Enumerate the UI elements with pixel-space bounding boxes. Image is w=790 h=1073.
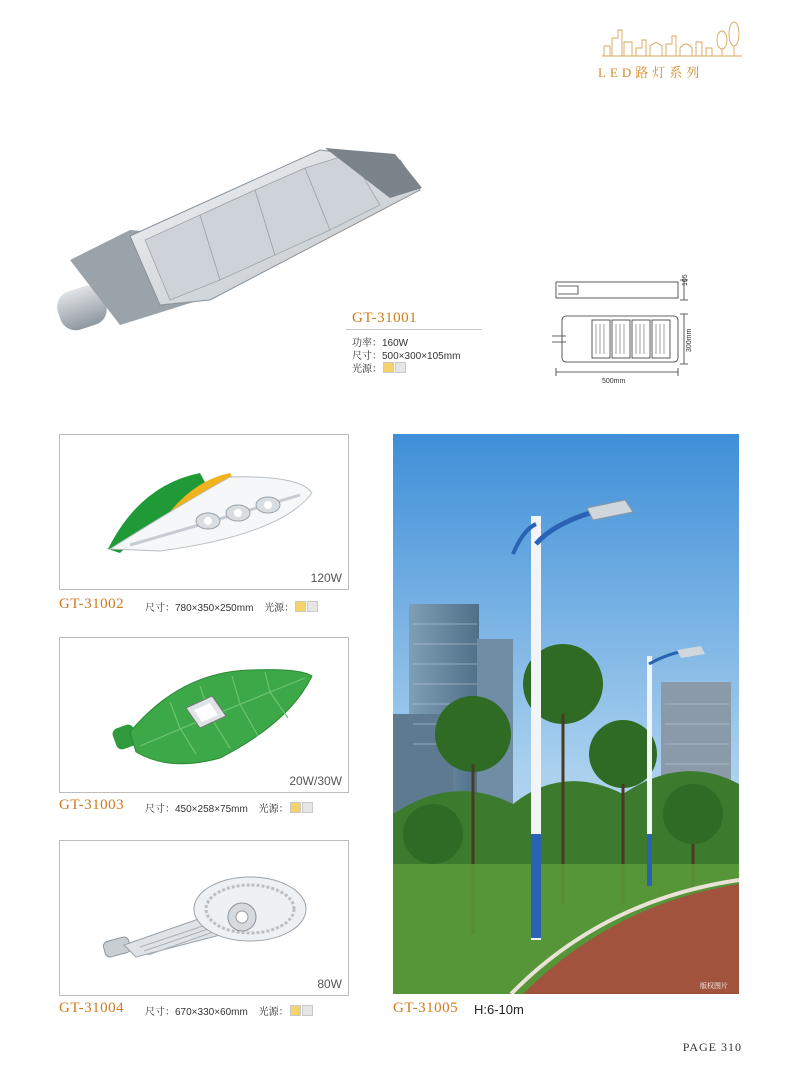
title-underline xyxy=(346,329,482,330)
light-source-label: 光源： xyxy=(258,804,289,815)
size-value: 780×350×250mm xyxy=(175,603,254,614)
street-light-gt31004-image xyxy=(100,865,320,975)
warm-light-swatch xyxy=(383,362,394,373)
model-title-gt31004: GT-31004 xyxy=(59,1000,125,1016)
model-title-gt31003: GT-31003 xyxy=(59,797,125,813)
size-label: 尺寸： xyxy=(145,1007,175,1018)
size-label: 尺寸： xyxy=(145,804,175,815)
product-box-gt31002 xyxy=(59,434,349,590)
size-value: 450×258×75mm xyxy=(175,804,248,815)
size-value: 500×300×105mm xyxy=(382,351,461,362)
product-box-gt31004 xyxy=(59,840,349,996)
warm-light-swatch xyxy=(290,1005,301,1016)
size-value: 670×330×60mm xyxy=(175,1007,248,1018)
light-source-label: 光源： xyxy=(258,1007,289,1018)
dim-length-label: 500mm xyxy=(602,378,626,385)
light-source-label: 光源： xyxy=(352,364,382,375)
cool-light-swatch xyxy=(302,802,313,813)
model-title-gt31002: GT-31002 xyxy=(59,596,125,612)
street-light-gt31002-image xyxy=(100,465,320,565)
spec-line-gt31004 xyxy=(145,1003,313,1018)
wattage-gt31004: 80W xyxy=(317,977,342,991)
dimension-drawing xyxy=(548,272,708,390)
size-label: 尺寸： xyxy=(352,351,382,362)
installation-scene-photo xyxy=(393,434,739,994)
model-title-gt31005: GT-31005 xyxy=(393,1000,459,1016)
wattage-gt31003: 20W/30W xyxy=(289,774,342,788)
cool-light-swatch xyxy=(307,601,318,612)
dim-height-label: 105 xyxy=(682,274,689,286)
model-title-gt31001: GT-31001 xyxy=(352,310,418,326)
warm-light-swatch xyxy=(290,802,301,813)
city-skyline-icon xyxy=(602,18,742,58)
spec-line-gt31003 xyxy=(145,800,313,815)
product-box-gt31003 xyxy=(59,637,349,793)
dim-width-label: 300mm xyxy=(686,328,693,352)
page-number: PAGE 310 xyxy=(682,1040,742,1054)
spec-line-gt31002 xyxy=(145,599,318,614)
warm-light-swatch xyxy=(295,601,306,612)
series-title: LED路灯系列 xyxy=(598,65,704,80)
pole-height: H:6-10m xyxy=(474,1002,524,1017)
light-source-label: 光源： xyxy=(264,603,295,614)
power-value: 160W xyxy=(382,338,409,349)
wattage-gt31002: 120W xyxy=(310,571,342,585)
power-label: 功率： xyxy=(352,338,382,349)
cool-light-swatch xyxy=(395,362,406,373)
cool-light-swatch xyxy=(302,1005,313,1016)
size-label: 尺寸： xyxy=(145,603,175,614)
spec-light-source xyxy=(352,360,406,375)
photo-copyright-note: 版权图片 xyxy=(700,983,728,990)
street-light-gt31003-image xyxy=(100,662,320,772)
